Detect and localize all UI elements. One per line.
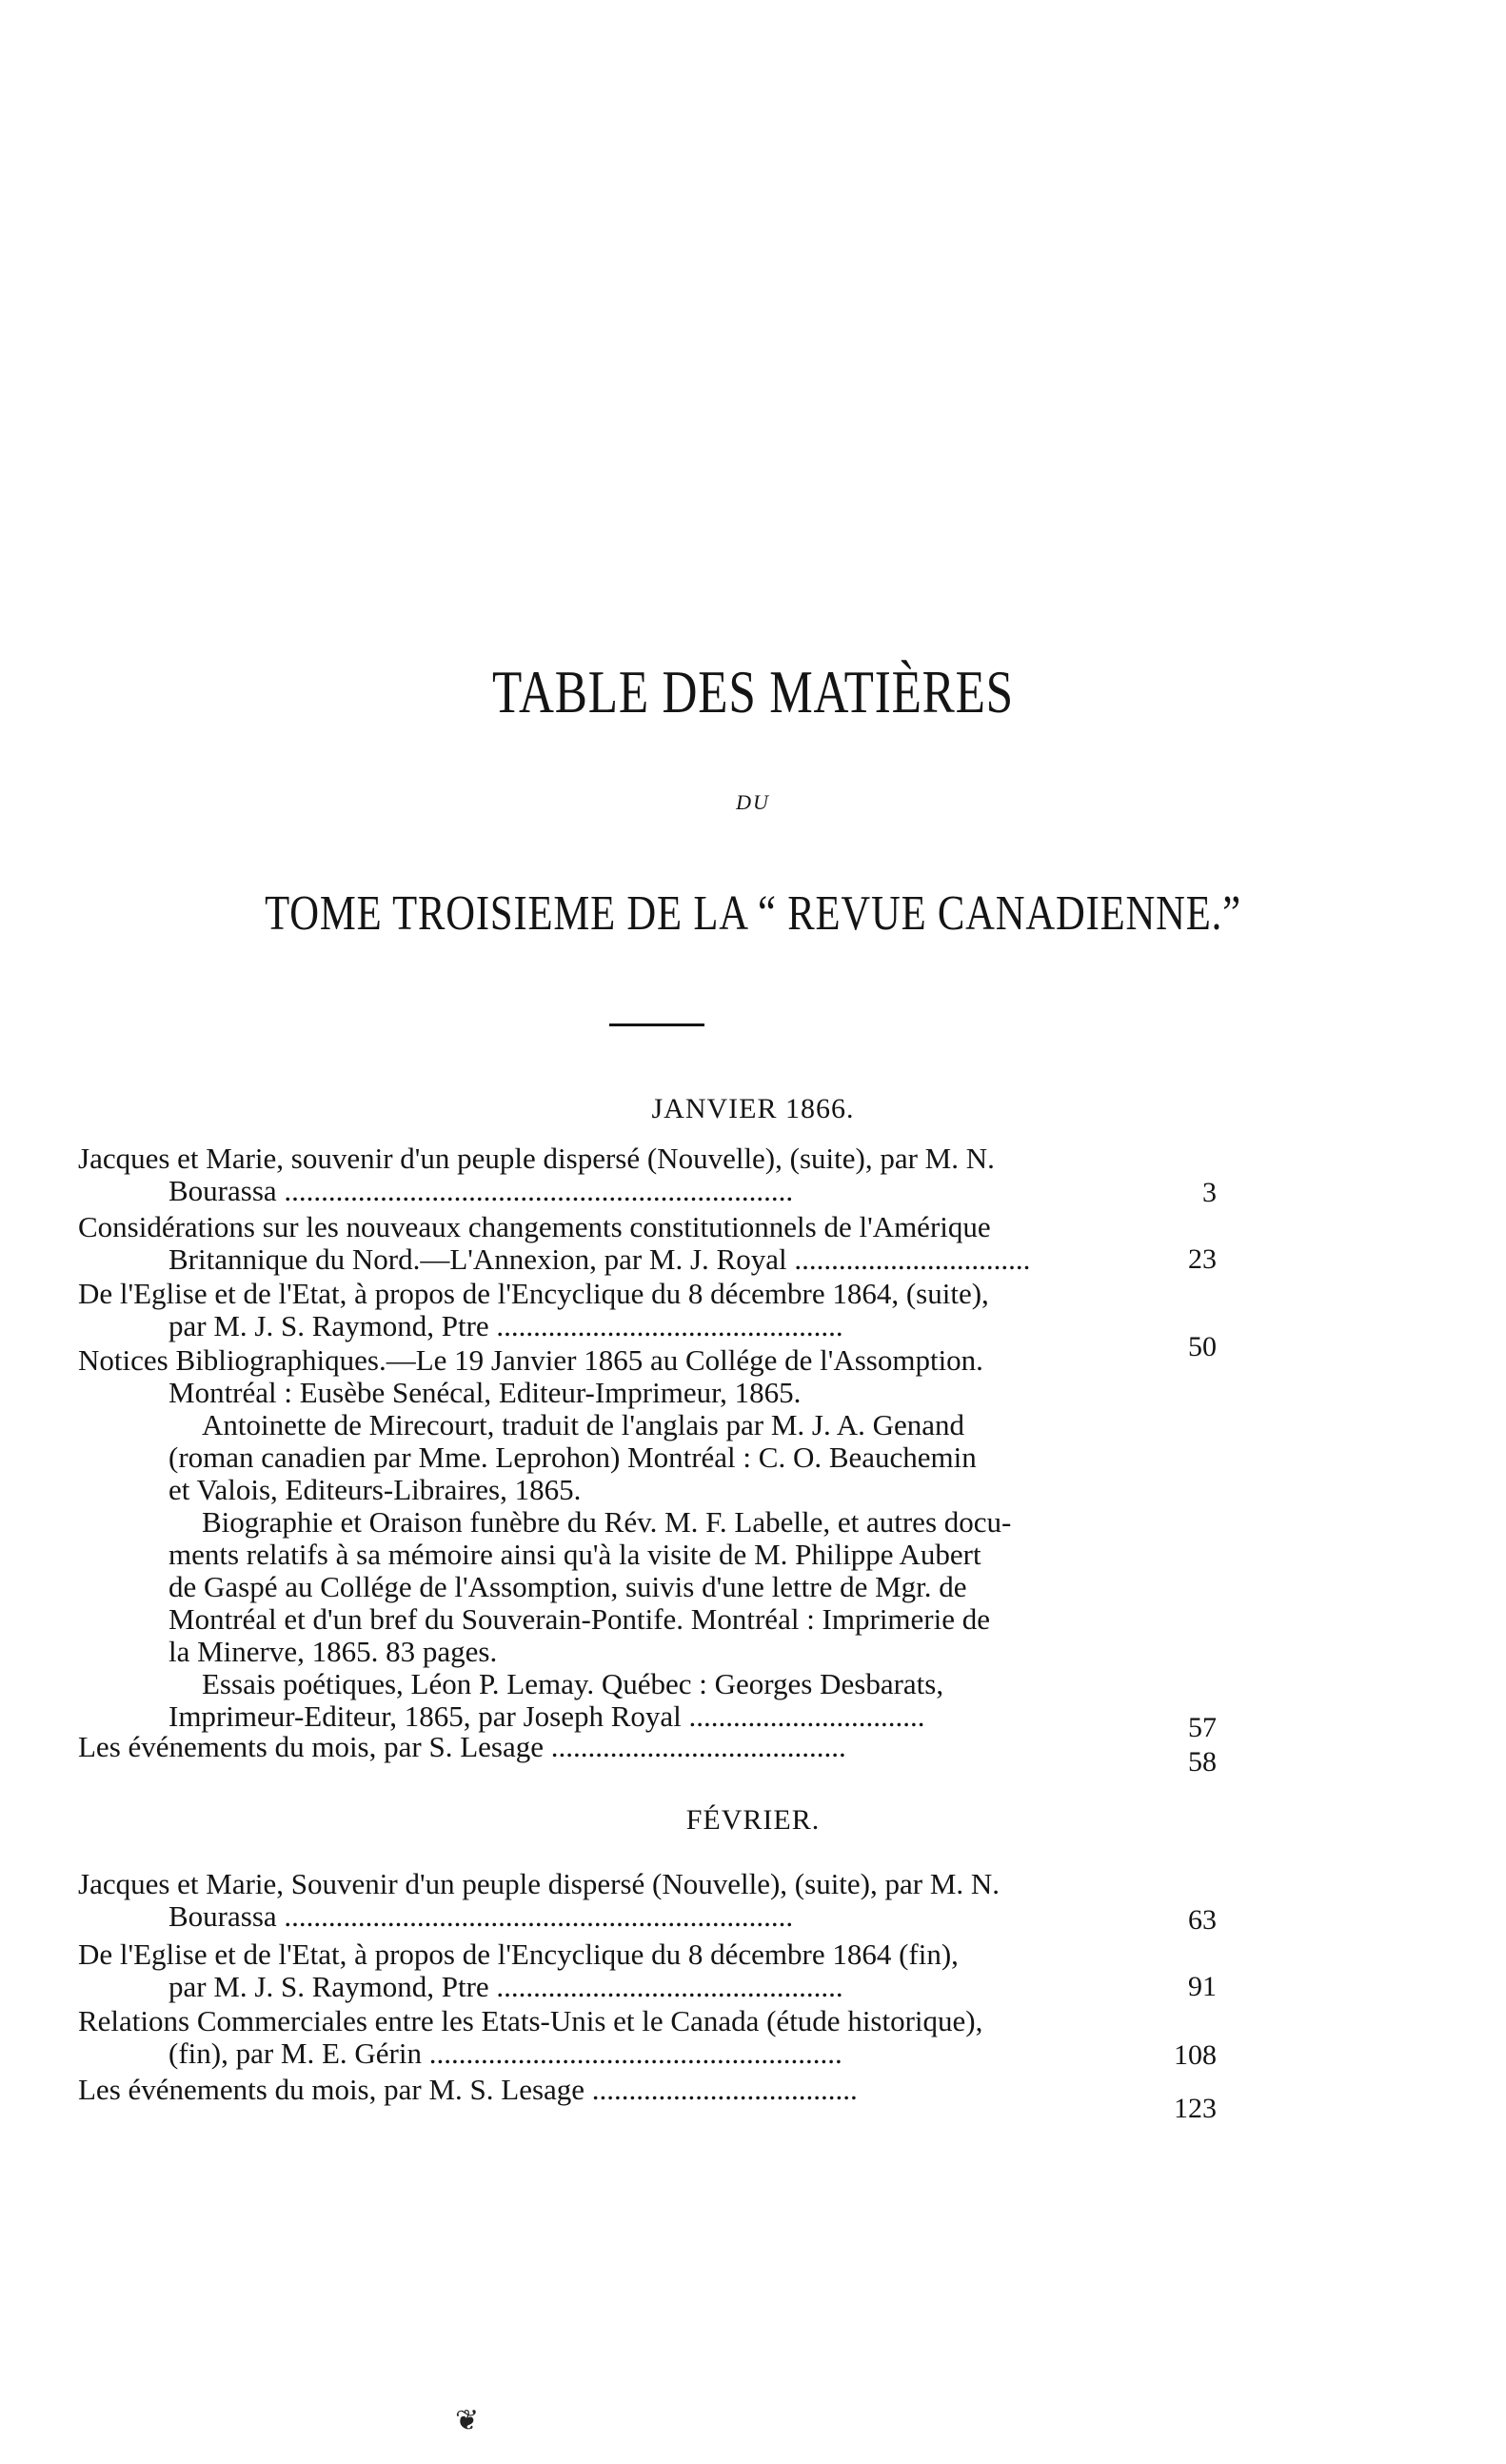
page-number: 63 xyxy=(1188,1904,1217,1936)
toc-entry-line: Notices Bibliographiques.—Le 19 Janvier 1865 au Collége de l'Assomption. xyxy=(78,1343,983,1377)
page-number: 91 xyxy=(1188,1971,1217,2002)
toc-entry-line: De l'Eglise et de l'Etat, à propos de l'Encyclique du 8 décembre 1864 (fin), xyxy=(78,1937,959,1971)
toc-entry-line: Essais poétiques, Léon P. Lemay. Québec : Georges Desbarats, xyxy=(202,1667,944,1700)
page-number: 108 xyxy=(1174,2039,1217,2071)
toc-entry xyxy=(78,1344,1173,1733)
page-number: 3 xyxy=(1202,1177,1217,1208)
toc-entry-line: par M. J. S. Raymond, Ptre ............................................... xyxy=(168,1970,843,2003)
toc-entry-line: de Gaspé au Collége de l'Assomption, suivis d'une lettre de Mgr. de xyxy=(168,1570,967,1603)
toc-entry-line: De l'Eglise et de l'Etat, à propos de l'Encyclique du 8 décembre 1864, (suite), xyxy=(78,1277,989,1310)
toc-entry-line: Relations Commerciales entre les Etats-Unis et le Canada (étude historique), xyxy=(78,2004,983,2037)
toc-entry-line: Bourassa ..................................................................... xyxy=(168,1899,794,1933)
toc-entry-line: Jacques et Marie, Souvenir d'un peuple dispersé (Nouvelle), (suite), par M. N. xyxy=(78,1867,1001,1900)
toc-entry-line: Les événements du mois, par M. S. Lesage .................................... xyxy=(78,2073,858,2106)
toc-entry-line: (fin), par M. E. Gérin ........................................................ xyxy=(168,2037,842,2070)
toc-entry xyxy=(78,2074,1173,2106)
toc-entry-line: et Valois, Editeurs-Libraires, 1865. xyxy=(168,1473,582,1506)
toc-entry-line: Bourassa ..................................................................... xyxy=(168,1174,794,1207)
month-heading-fevrier: FÉVRIER. xyxy=(685,1804,821,1836)
toc-entry-line: Imprimeur-Editeur, 1865, par Joseph Royal ................................ xyxy=(168,1699,925,1733)
toc-entry-line: Antoinette de Mirecourt, traduit de l'anglais par M. J. A. Genand xyxy=(202,1408,965,1441)
page-number: 57 xyxy=(1188,1712,1217,1743)
title-connector: DU xyxy=(736,790,770,814)
toc-entry xyxy=(78,1278,1173,1342)
toc-entry xyxy=(78,1938,1173,2003)
page-number: 58 xyxy=(1188,1746,1217,1778)
toc-entry-line: ments relatifs à sa mémoire ainsi qu'à la visite de M. Philippe Aubert xyxy=(168,1538,981,1571)
page-number: 23 xyxy=(1188,1243,1217,1275)
toc-entry-line: Britannique du Nord.—L'Annexion, par M. J. Royal ................................ xyxy=(168,1242,1031,1276)
toc-entry-line: (roman canadien par Mme. Leprohon) Montréal : C. O. Beauchemin xyxy=(168,1441,977,1474)
toc-entry-line: la Minerve, 1865. 83 pages. xyxy=(168,1635,498,1668)
toc-entry xyxy=(78,1731,1173,1763)
toc-entry xyxy=(78,1868,1173,1933)
toc-entry xyxy=(78,1143,1173,1207)
month-heading-janvier: JANVIER 1866. xyxy=(651,1093,855,1124)
toc-entry xyxy=(78,1211,1173,1276)
toc-entry xyxy=(78,2005,1173,2070)
toc-entry-line: Biographie et Oraison funèbre du Rév. M. F. Labelle, et autres docu- xyxy=(202,1505,1012,1539)
toc-entry-line: Considérations sur les nouveaux changements constitutionnels de l'Amérique xyxy=(78,1210,991,1243)
divider-rule xyxy=(609,1023,704,1026)
toc-entry-line: Montréal : Eusèbe Senécal, Editeur-Imprimeur, 1865. xyxy=(168,1376,802,1409)
page-number: 123 xyxy=(1174,2093,1217,2124)
toc-entry-line: Les événements du mois, par S. Lesage ........................................ xyxy=(78,1730,846,1763)
toc-entry-line: Montréal et d'un bref du Souverain-Pontife. Montréal : Imprimerie de xyxy=(168,1602,991,1636)
toc-entry-line: par M. J. S. Raymond, Ptre ............................................... xyxy=(168,1309,843,1342)
ornament-icon: ❦ xyxy=(455,2405,480,2436)
volume-subtitle: TOME TROISIEME DE LA “ REVUE CANADIENNE.” xyxy=(265,886,1241,941)
toc-entry-line: Jacques et Marie, souvenir d'un peuple dispersé (Nouvelle), (suite), par M. N. xyxy=(78,1142,995,1175)
page-number: 50 xyxy=(1188,1331,1217,1362)
page-title: TABLE DES MATIÈRES xyxy=(492,658,1014,725)
